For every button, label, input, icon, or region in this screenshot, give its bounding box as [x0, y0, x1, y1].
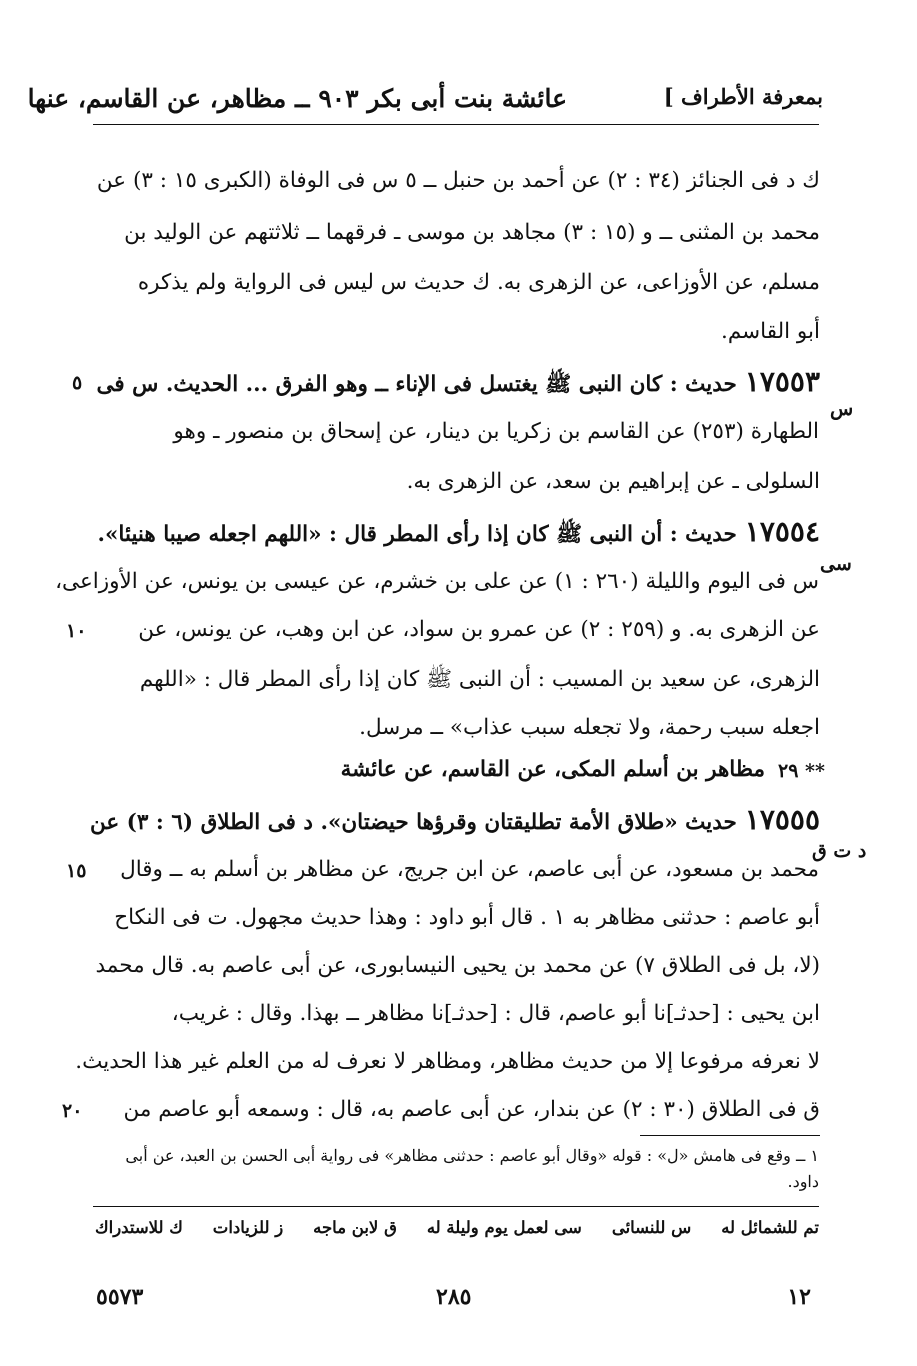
sigla-legend — [95, 1218, 819, 1237]
footnote-line: ١ ــ وقع فى هامش «ل» : قوله «وقال أبو عاصم : حدثنى مظاهر» فى رواية أبى الحسن بن العبد، عن أبى — [125, 1146, 819, 1165]
sigla-17553: س — [830, 398, 854, 420]
header-rule — [93, 124, 819, 125]
text-line: اجعله سبب رحمة، ولا تجعله سبب عذاب» ــ مرسل. — [359, 715, 820, 740]
hadith-number: ١٧٥٥٥ — [744, 803, 820, 836]
line-number-15: ١٥ — [66, 860, 87, 882]
legend-item: تم للشمائل له — [721, 1218, 819, 1237]
sigla-17555: د ت ق — [812, 840, 867, 862]
legend-item: ق لابن ماجه — [313, 1218, 397, 1237]
legend-item: ك للاستدراك — [95, 1218, 183, 1237]
text-line: ق فى الطلاق (٣٠ : ٢) عن بندار، عن أبى عاصم به، قال : وسمعه أبو عاصم من — [123, 1097, 820, 1122]
text-line: ك د فى الجنائز (٣٤ : ٢) عن أحمد بن حنبل ــ ٥ س فى الوفاة (الكبرى ١٥ : ٣) عن — [96, 168, 820, 193]
text-line: الزهرى، عن سعيد بن المسيب : أن النبى ﷺ كان إذا رأى المطر قال : «اللهم — [139, 667, 820, 692]
legend-item: س للنسائى — [611, 1218, 692, 1237]
text-line: عن الزهرى به. و (٢٥٩ : ٢) عن عمرو بن سواد، عن ابن وهب، عن يونس، عن — [138, 617, 820, 642]
footnote-rule — [640, 1135, 820, 1136]
hadith-number: ١٧٥٥٤ — [744, 515, 820, 548]
legend-rule — [93, 1206, 819, 1207]
line-number-10: ١٠ — [66, 620, 87, 642]
hadith-17555-heading — [90, 800, 820, 840]
running-header-right: بمعرفة الأطراف ] — [663, 84, 823, 109]
volume-number: ١٢ — [787, 1284, 811, 1310]
hadith-text: حديث «طلاق الأمة تطليقتان وقرؤها حيضتان». د فى الطلاق (٦ : ٣) عن — [90, 810, 737, 835]
running-header-title: عائشة بنت أبى بكر ٩٠٣ ــ مظاهر، عن القاسم، عنها — [27, 84, 567, 113]
text-line: السلولى ـ عن إبراهيم بن سعد، عن الزهرى به. — [406, 469, 820, 494]
sigla-17554: سى — [820, 553, 852, 575]
section-heading: مظاهر بن أسلم المكى، عن القاسم، عن عائشة — [340, 757, 765, 782]
line-number-5: ٥ — [72, 372, 83, 394]
hadith-17553-heading — [94, 362, 820, 402]
text-line: محمد بن المثنى ــ و (١٥ : ٣) مجاهد بن موسى ـ فرقهما ــ ثلاثتهم عن الوليد بن — [124, 220, 820, 245]
text-line: لا نعرفه مرفوعا إلا من حديث مظاهر، ومظاهر لا نعرف له من العلم غير هذا الحديث. — [75, 1049, 820, 1074]
text-line: (لا، بل فى الطلاق ٧) عن محمد بن يحيى النيسابورى، عن أبى عاصم به. قال محمد — [95, 953, 820, 978]
text-line: مسلم، عن الأوزاعى، عن الزهرى به. ك حديث س ليس فى الرواية ولم يذكره — [137, 270, 820, 295]
hadith-text: حديث : كان النبى ﷺ يغتسل فى الإناء ــ وهو الفرق ... الحديث. س فى — [96, 372, 737, 397]
text-line: محمد بن مسعود، عن أبى عاصم، عن ابن جريج، عن مظاهر بن أسلم به ــ وقال — [120, 857, 819, 882]
page-number: ٢٨٥ — [436, 1284, 472, 1310]
text-line: س فى اليوم والليلة (٢٦٠ : ١) عن على بن خشرم، عن عيسى بن يونس، عن الأوزاعى، — [55, 569, 819, 594]
text-line: الطهارة (٢٥٣) عن القاسم بن زكريا بن دينار، عن إسحاق بن منصور ـ وهو — [173, 419, 819, 444]
text-line: أبو عاصم : حدثنى مظاهر به ١ . قال أبو داود : وهذا حديث مجهول. ت فى النكاح — [114, 905, 820, 930]
line-number-20: ٢٠ — [62, 1100, 83, 1122]
legend-item: سى لعمل يوم وليلة له — [426, 1218, 582, 1237]
footnote-line: داود. — [787, 1172, 819, 1191]
text-line: أبو القاسم. — [720, 319, 820, 344]
hadith-number: ١٧٥٥٣ — [744, 365, 820, 398]
hadith-17554-heading — [94, 512, 820, 552]
legend-item: ز للزيادات — [212, 1218, 284, 1237]
text-line: ابن يحيى : [حدثـ]نا أبو عاصم، قال : [حدثـ]نا مظاهر ــ بهذا. وقال : غريب، — [171, 1001, 820, 1026]
entry-range: ٥٥٧٣ — [96, 1284, 144, 1310]
hadith-text: حديث : أن النبى ﷺ كان إذا رأى المطر قال : «اللهم اجعله صيبا هنيئا». — [97, 522, 737, 547]
section-number: ٢٩ ** — [778, 760, 825, 782]
